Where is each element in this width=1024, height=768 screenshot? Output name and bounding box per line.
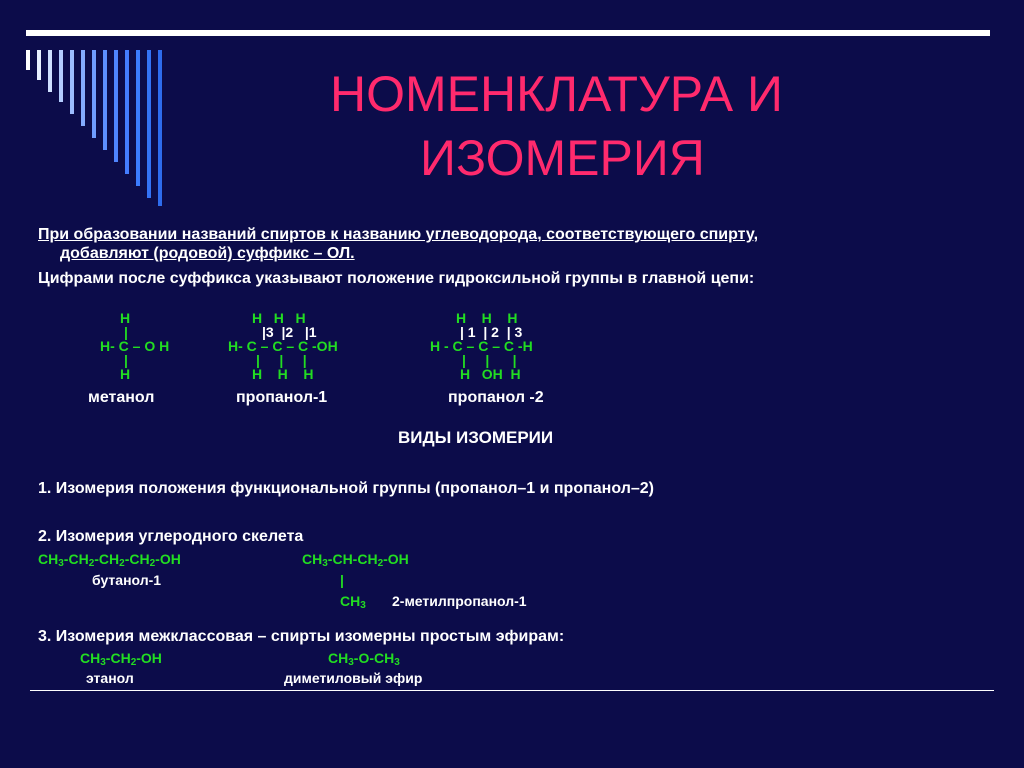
ethanol-formula: $CH_3-CH_2-OH$ — [80, 650, 162, 668]
ether-formula: $CH_3-O-CH_3$ — [328, 650, 400, 668]
deco-bar — [158, 50, 162, 206]
propanol1-top: H H H — [252, 310, 306, 326]
methanol-middle: H- C – O H — [100, 338, 170, 354]
deco-bar — [48, 50, 52, 92]
methylpropanol-name: 2-метилпропанол-1 — [392, 593, 527, 609]
bottom-rule — [30, 690, 994, 691]
methanol-bond-bottom: | — [124, 352, 128, 368]
intro-line-1: При образовании названий спиртов к названию углеводорода, соответствующего спирту, — [38, 226, 759, 243]
propanol1-numbers: |3 |2 |1 — [262, 324, 317, 340]
methanol-bond-top: | — [124, 324, 128, 340]
isomerism-item-1: 1. Изомерия положения функциональной группы (пропанол–1 и пропанол–2) — [38, 480, 654, 497]
butanol-formula: $CH_3-CH_2-CH_2-CH_2-OH$ — [38, 551, 181, 569]
deco-bar — [59, 50, 63, 102]
propanol1-bottom: H H H — [252, 366, 314, 382]
propanol1-name: пропанол-1 — [236, 389, 328, 406]
propanol2-top: H H H — [456, 310, 518, 326]
deco-bar — [92, 50, 96, 138]
propanol1-middle: H- C – C – C -OH — [228, 338, 338, 354]
deco-bar — [26, 50, 30, 70]
propanol2-bond-bottom: | | | — [462, 352, 517, 368]
methanol-top: H — [120, 310, 131, 326]
methanol-bottom: H — [120, 366, 131, 382]
methylpropanol-branch: $CH_3$ — [340, 593, 366, 611]
methylpropanol-formula: $CH_3-CH-CH_2-OH$ — [302, 551, 409, 569]
ethanol-name: этанол — [86, 670, 134, 686]
intro-line-3: Цифрами после суффикса указывают положение гидроксильной группы в главной цепи: — [38, 270, 755, 287]
isomerism-item-3: 3. Изомерия межклассовая – спирты изомерны простым эфирам: — [38, 628, 565, 645]
propanol2-numbers: | 1 | 2 | 3 — [460, 324, 523, 340]
methylpropanol-bond: | — [340, 572, 344, 588]
decorative-bars — [0, 0, 170, 210]
deco-bar — [70, 50, 74, 114]
isomerism-item-2: 2. Изомерия углеродного скелета — [38, 528, 304, 545]
propanol1-bond-bottom: | | | — [256, 352, 307, 368]
slide-title-line2: ИЗОМЕРИЯ — [420, 130, 705, 186]
propanol2-middle: H - C – C – C -H — [430, 338, 533, 354]
top-rule — [26, 30, 990, 36]
deco-bar — [125, 50, 129, 174]
methanol-name: метанол — [88, 389, 155, 406]
intro-line-2: добавляют (родовой) суффикс – ОЛ. — [60, 245, 355, 262]
deco-bar — [81, 50, 85, 126]
deco-bar — [136, 50, 140, 186]
deco-bar — [103, 50, 107, 150]
slide-title-line1: НОМЕНКЛАТУРА И — [330, 66, 783, 122]
butanol-name: бутанол-1 — [92, 572, 162, 588]
ether-name: диметиловый эфир — [284, 670, 423, 686]
deco-bar — [37, 50, 41, 80]
deco-bar — [114, 50, 118, 162]
deco-bar — [147, 50, 151, 198]
isomerism-heading: ВИДЫ ИЗОМЕРИИ — [398, 428, 554, 447]
propanol2-bottom: H OH H — [460, 366, 521, 382]
propanol2-name: пропанол -2 — [448, 389, 544, 406]
